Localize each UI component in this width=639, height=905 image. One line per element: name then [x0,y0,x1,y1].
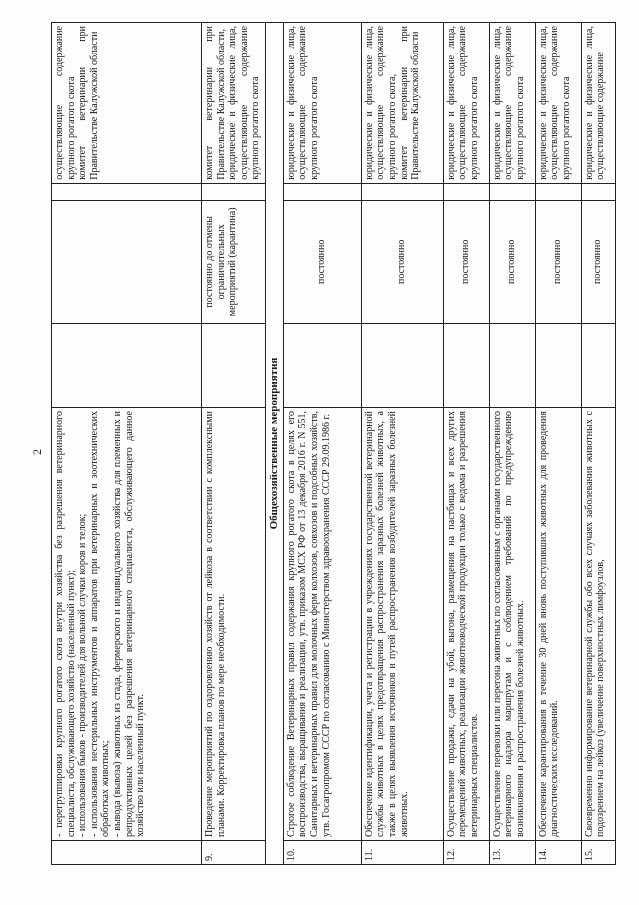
table-row-9 [202,23,266,865]
spacer-cell [202,183,266,200]
table-row-12 [443,23,489,865]
executor-text: юридические и физические лица, осуществляющие содержание крупного рогатого скота [443,23,489,184]
table-row-14 [535,23,581,865]
row-number: 10. [283,841,361,865]
executor-line: юридические и физические лица, осуществляющие содержание крупного рогатого скота, [363,26,398,180]
measure-text: Осуществление перевозки или перегона животных по согласованным с органами государственного ветеринарного надзора маршрутам и с соблюдением требований по предупреждению возникновения и распространения болезней животных. [489,408,535,841]
measure-line: - вывода (вывоза) животных из стада, фермерского и индивидуального хозяйства для племенных и репродуктивных целей без разрешения ветеринарного специалиста, обслуживающего данное хозяйство или населенный пункт. [111,411,147,838]
executor-text: юридические и физические лица, осуществляющие содержание крупного рогатого скота [535,23,581,184]
executor-line: комитет ветеринарии при Правительстве Калужской области [398,26,422,180]
executor-cell [202,23,266,184]
extra-cell [202,324,266,408]
section-header-row [266,23,284,865]
table-row-11 [361,23,443,865]
rotated-table-sheet [51,22,607,865]
measure-line: - перегруппировки крупного рогатого скота внутри хозяйства без разрешения ветеринарного специалиста, обслуживающего хозяйство (населенный пункт); [54,411,77,838]
spacer-cell [535,183,581,200]
extra-cell [443,324,489,408]
extra-cell [489,324,535,408]
measure-line: - использования быков - производителей для вольной случки коров и телок; [77,513,89,838]
period-text: постоянно [489,200,535,324]
measure-text: Своевременно информирование ветеринарной службы обо всех случаях заболевания животных с подозрением на лейкоз (увеличение поверхностных лимфоузлов, [581,408,615,841]
period-text: постоянно [443,200,489,324]
row-number: 9. [202,841,266,865]
page-number: 2 [30,449,44,455]
spacer-cell [52,183,202,200]
section-header: Общехозяйственные мероприятия [266,23,284,865]
row-number: 12. [443,841,489,865]
extra-cell [283,324,361,408]
table-row-continued [52,23,202,865]
period-text: постоянно [535,200,581,324]
table-row-13 [489,23,535,865]
row-number-cell [52,841,202,865]
extra-cell [52,200,202,324]
extra-cell [361,324,443,408]
spacer-cell [581,183,615,200]
executor-text: юридические и физические лица, осуществляющие содержание [581,23,615,184]
measure-text: Обеспечение идентификации, учета и регистрации в учреждениях государственной ветеринарной службы животных в целях предотвращения распространения заразных болезней животных, а также в целях выявления источников и путей распространения возбудителей заразных болезней животных. [361,408,443,841]
measure-line: - использования нестерильных инструментов и аппаратов при ветеринарных и зоотехнических обработках животных; [88,411,112,838]
measure-text: Обеспечение карантирования в течение 30 дней вновь поступивших животных для проведения диагностических исследований. [535,408,581,841]
period-text: постоянно до отмены ограничительных мероприятий (карантина) [202,200,266,324]
executor-line: юридические и физические лица, осуществляющие содержание крупного рогатого скота [227,26,262,180]
period-text: постоянно [581,200,615,324]
spacer-cell [283,183,361,200]
executor-cell [361,23,443,184]
measures-table [51,22,616,865]
extra-cell [535,324,581,408]
spacer-cell [443,183,489,200]
measure-text: Проведение мероприятий по оздоровлению хозяйств от лейкоза в соответствии с комплексными планами. Корректировка планов по мере необходимости. [202,408,266,841]
period-cell [52,324,202,408]
executor-text: юридические и физические лица, осуществляющие содержание крупного рогатого скота [489,23,535,184]
measure-cell [52,408,202,841]
executor-cell [52,23,202,184]
row-number: 15. [581,841,615,865]
executor-line: комитет ветеринарии при Правительстве Калужской области [77,26,100,180]
extra-cell [581,324,615,408]
row-number: 14. [535,841,581,865]
measure-text: Строгое соблюдение Ветеринарных правил содержания крупного рогатого скота в целях его воспроизводства, выращивания и реализации, утв. приказом МСХ РФ от 13 декабря 2016 г. N 551, Санитарных и ветеринарных правил для молочных ферм колхозов, совхозов и подсобных хозяйств, утв. Госагропромом СССР по согласованию с Министерством здравоохранения СССР 29.09.1986 г. [283,408,361,841]
spacer-cell [361,183,443,200]
period-text: постоянно [283,200,361,324]
executor-text: юридические и физические лица, осуществляющие содержание крупного рогатого скота [283,23,361,184]
row-number: 11. [361,841,443,865]
row-number: 13. [489,841,535,865]
executor-line: осуществляющие содержание крупного рогатого скота [54,26,77,180]
table-row-15 [581,23,615,865]
table-row-10 [283,23,361,865]
measure-text: Осуществление продажи, сдачи на убой, выгона, размещения на пастбищах и всех других перемещений животных, реализации животноводческой продукции только с ведома и разрешения ветеринарных специалистов. [443,408,489,841]
spacer-cell [489,183,535,200]
executor-line: комитет ветеринарии при Правительстве Калужской области, [204,26,227,180]
period-text: постоянно [361,200,443,324]
